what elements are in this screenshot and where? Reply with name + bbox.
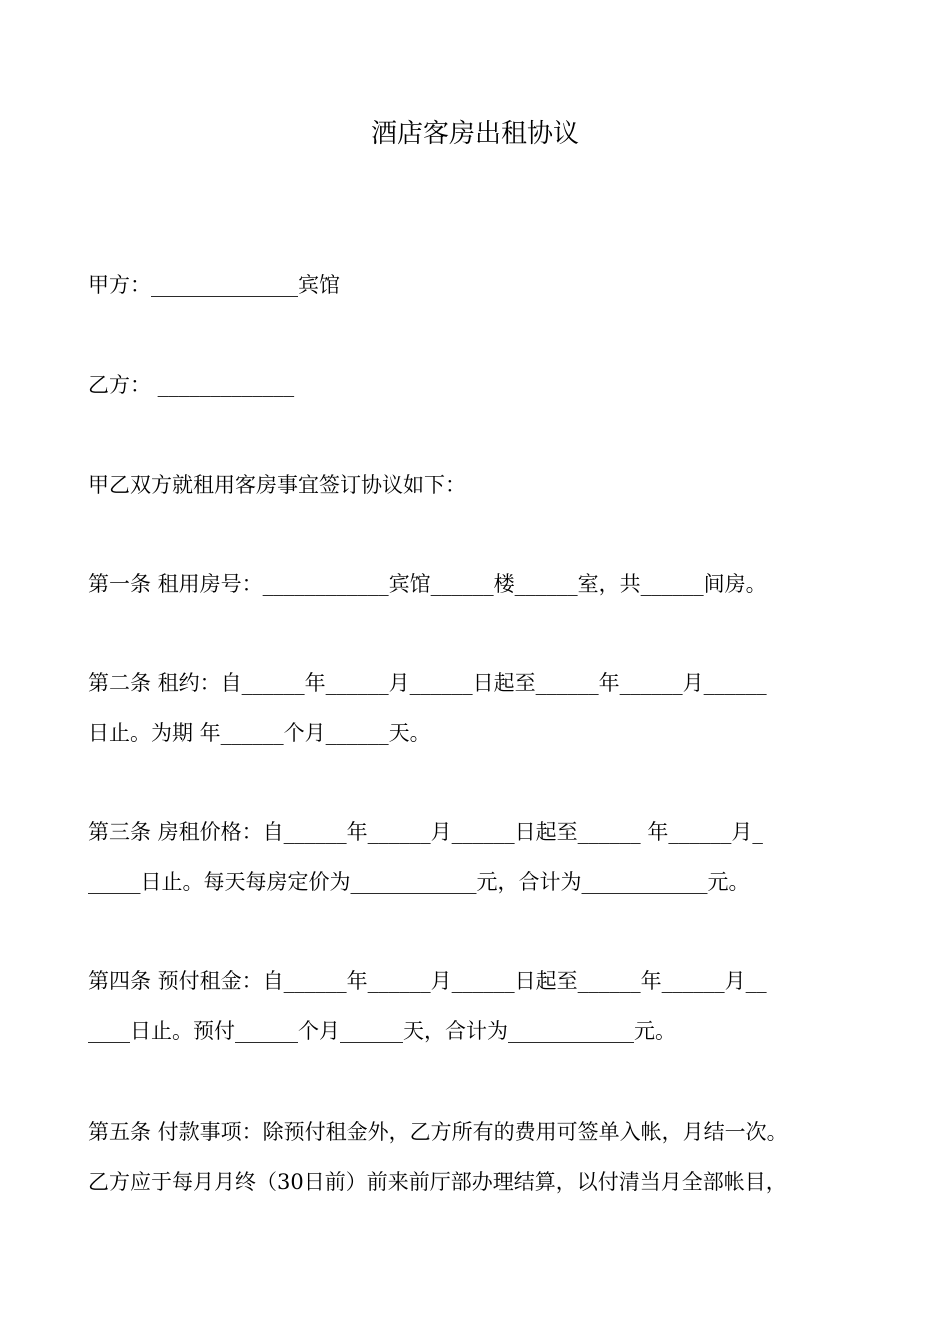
clause-5-line-2: 乙方应于每月月终（30日前）前来前厅部办理结算，以付清当月全部帐目， (88, 1170, 787, 1194)
party-b-line: 乙方： _____________ (88, 373, 295, 397)
clause-4-line-1: 第四条 预付租金：自______年______月______日起至______年______月__ (88, 969, 767, 993)
clause-5-line-1: 第五条 付款事项：除预付租金外，乙方所有的费用可签单入帐，月结一次。 (88, 1120, 788, 1144)
intro-line: 甲乙双方就租用客房事宜签订协议如下： (88, 473, 466, 497)
clause-2-line-2: 日止。为期 年______个月______天。 (88, 721, 431, 745)
party-a-line: 甲方：______________宾馆 (88, 273, 340, 297)
clause-4-line-2: ____日止。预付______个月______天，合计为____________元。 (88, 1019, 676, 1043)
clause-3-line-1: 第三条 房租价格：自______年______月______日起至______ 年______月_ (88, 820, 763, 844)
document-title: 酒店客房出租协议 (370, 119, 579, 149)
clause-3-line-2: _____日止。每天每房定价为____________元，合计为____________元。 (88, 870, 750, 894)
clause-2-line-1: 第二条 租约：自______年______月______日起至______年______月______ (88, 671, 767, 695)
clause-1-line-1: 第一条 租用房号：____________宾馆______楼______室，共______间房。 (88, 572, 767, 596)
